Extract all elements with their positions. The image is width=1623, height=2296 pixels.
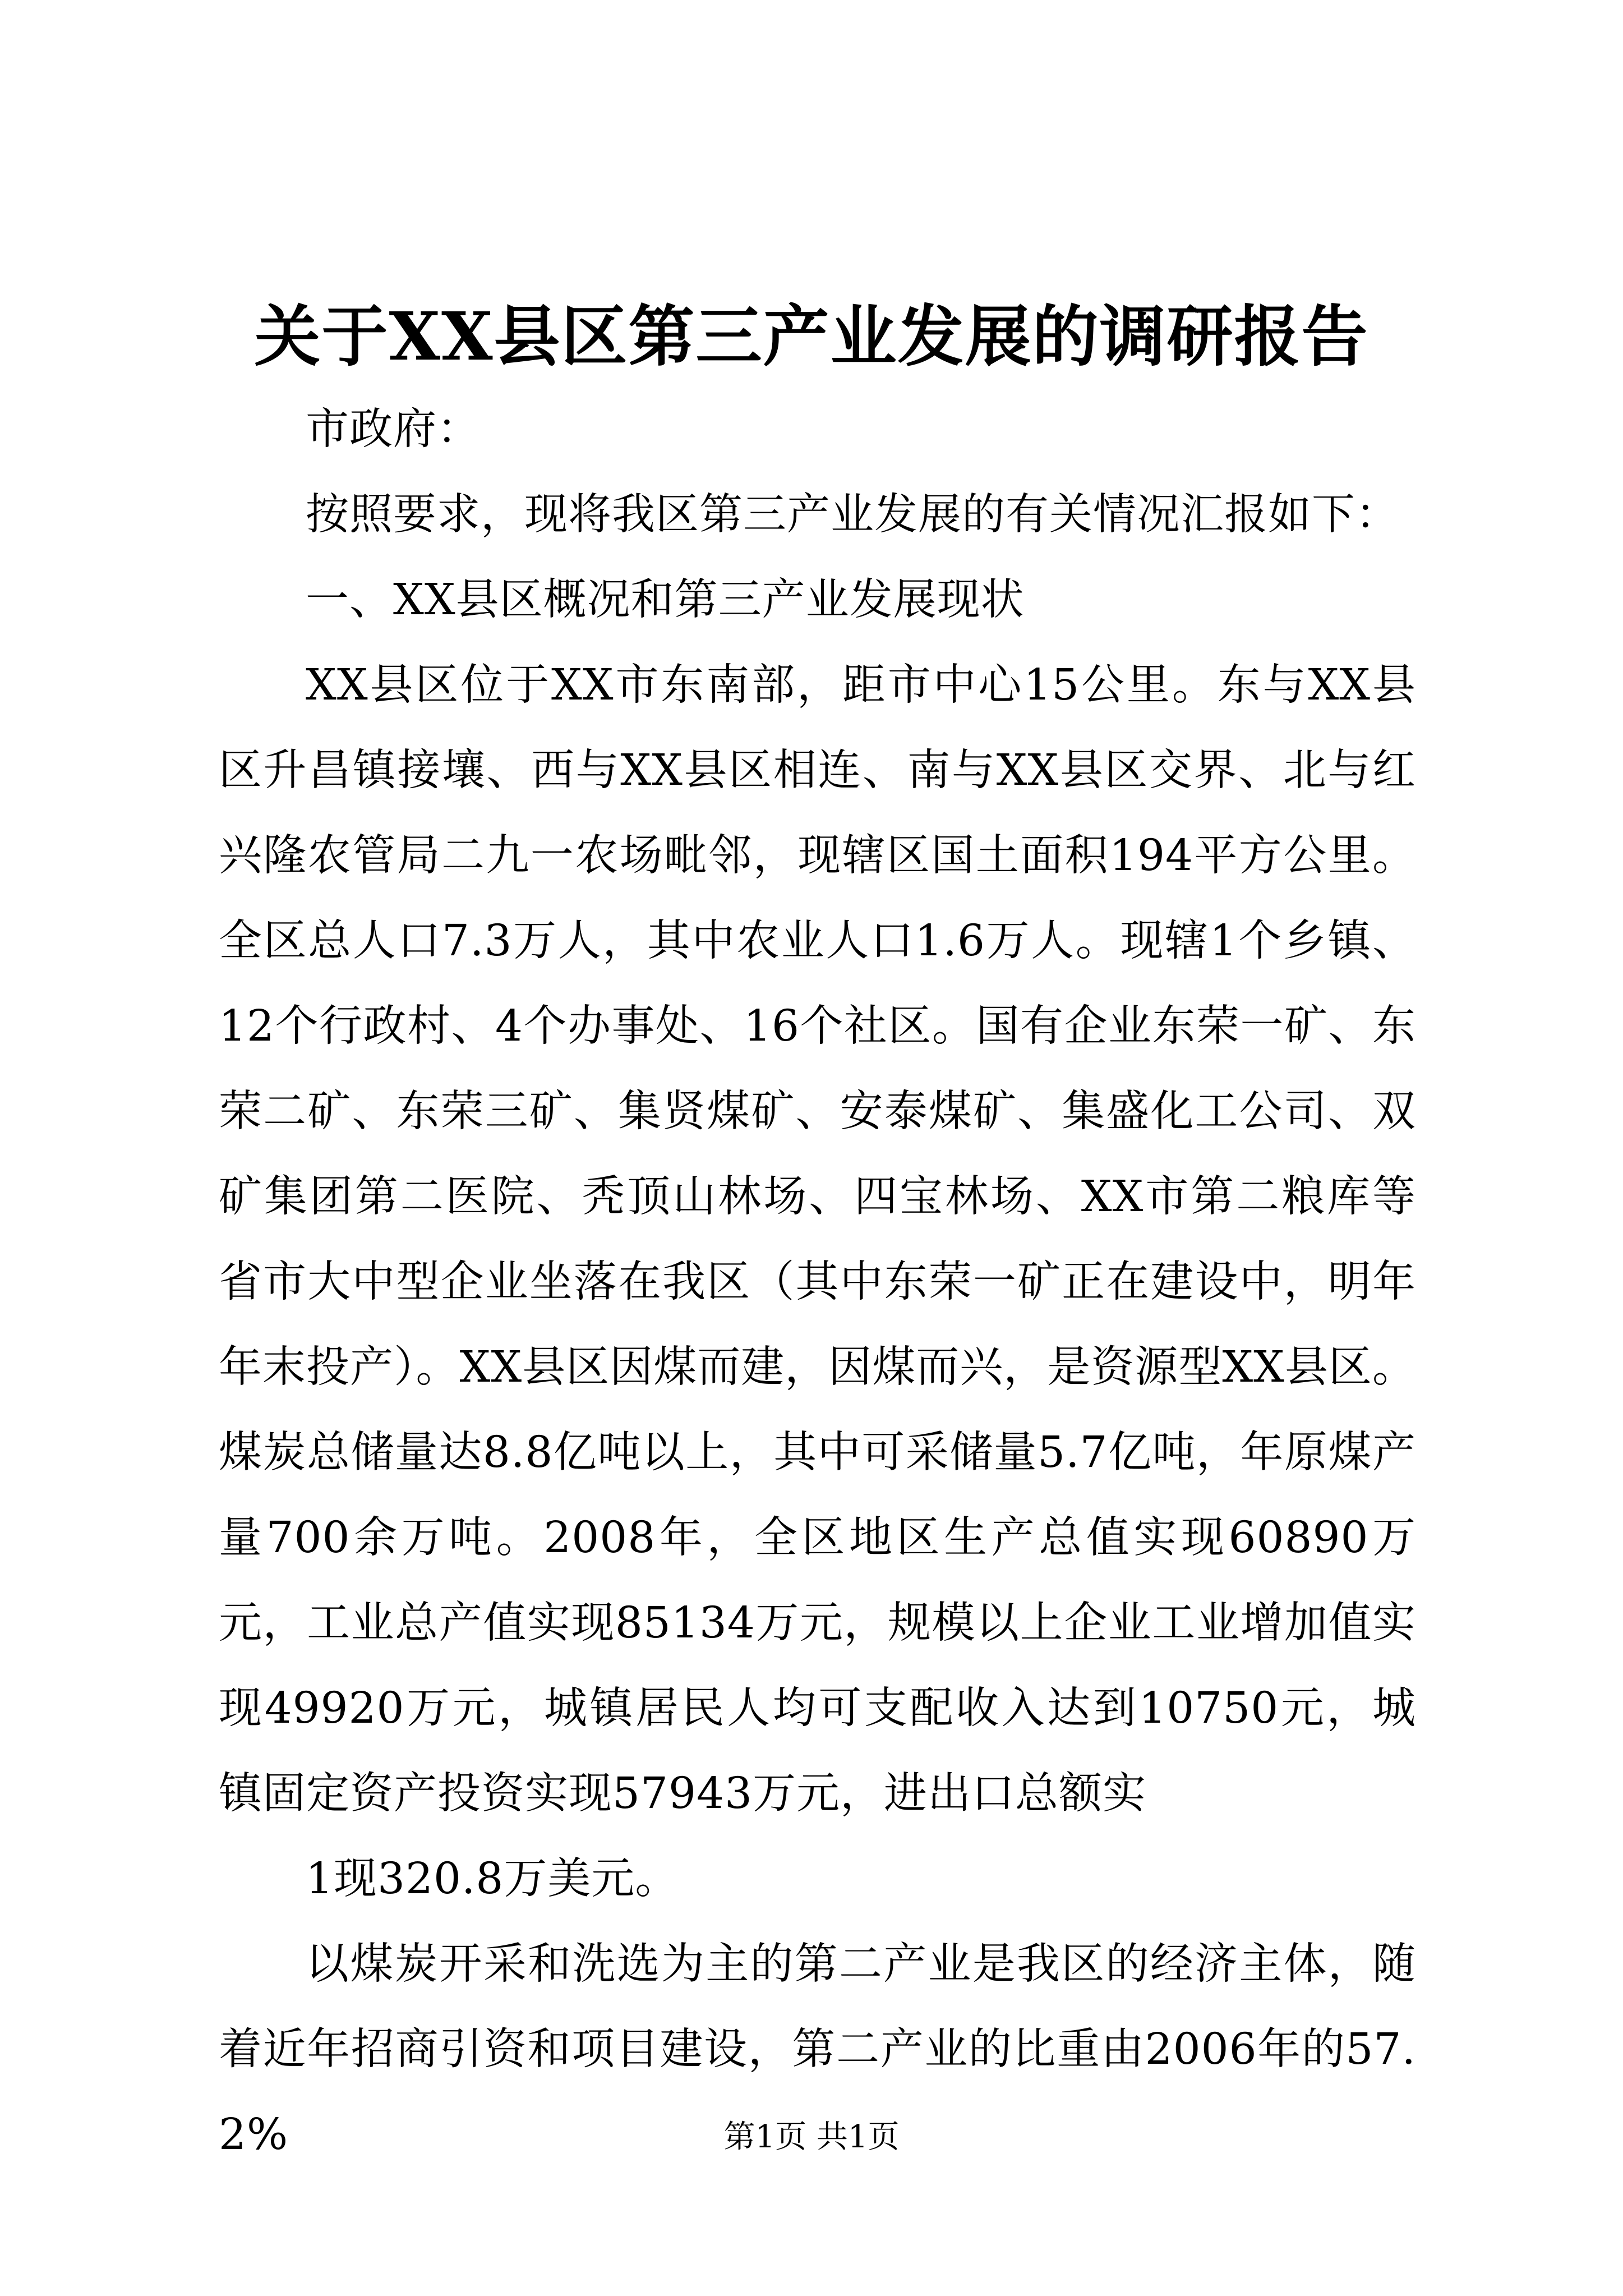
salutation: 市政府： [306,404,481,454]
document-title: 关于XX县区第三产业发展的调研报告 [254,297,1369,375]
intro-paragraph: 按照要求，现将我区第三产业发展的有关情况汇报如下： [306,490,1399,540]
import-export-line: 1现320.8万美元。 [306,1854,679,1904]
section-heading: 一、XX县区概况和第三产业发展现状 [306,575,1025,625]
overview-paragraph: XX县区位于XX市东南部，距市中心15公里。东与XX县区升昌镇接壤、西与XX县区相连、南与XX县区交界、北与红兴隆农管局二九一农场毗邻，现辖区国土面积194平方公里。全区总人口7.3万人，其中农业人口1.6万人。现辖1个乡镇、12个行政村、4个办事处、16个社区。国有企业东荣一矿、东荣二矿、东荣三矿、集贤煤矿、安泰煤矿、集盛化工公司、双矿集团第二医院、秃顶山林场、四宝林场、XX市第二粮库等省市大中型企业坐落在我区（其中东荣一矿正在建设中，明年年末投产）。XX县区因煤而建，因煤而兴，是资源型XX县区。煤炭总储量达8.8亿吨以上，其中可采储量5.7亿吨，年原煤产量700余万吨。2008年，全区地区生产总值实现60890万元，工业总产值实现85134万元，规模以上企业工业增加值实现49920万元，城镇居民人均可支配收入达到10750元，城镇固定资产投资实现57943万元，进出口总额实 [219,660,1416,1819]
page-footer: 第1页 共1页 [723,2119,900,2155]
document-body [219,387,1416,2178]
secondary-industry-paragraph: 以煤炭开采和洗选为主的第二产业是我区的经济主体，随着近年招商引资和项目建设，第二产业的比重由2006年的57.2% [219,1939,1416,2160]
